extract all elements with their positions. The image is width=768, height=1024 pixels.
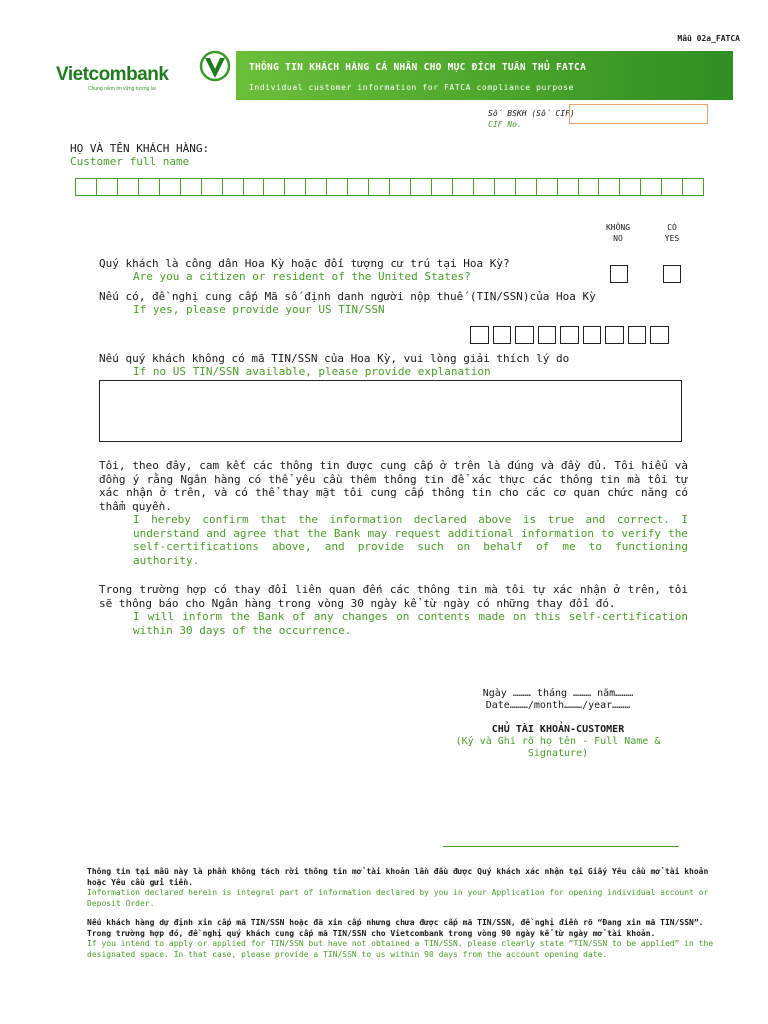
footer-note2-vi: Nếu khách hàng dự định xin cấp mã TIN/SSN hoặc đã xin cấp nhưng chưa được cấp mã TIN/SSN, đề nghị điền rõ “Đang xin mã TIN/SSN”. Trong trường hợp đó, đề nghị quý khách cung cấp mã TIN/SSN cho Vietcombank trong vòng 90 ngày kể từ ngày mở tài khoản. (87, 918, 704, 938)
name-char-box[interactable] (599, 178, 620, 196)
yes-column-header (658, 222, 686, 244)
yes-header-en: YES (664, 234, 680, 243)
change-notice-vi: Trong trường hợp có thay đổi liên quan đến các thông tin mà tôi tự xác nhận ở trên, tôi sẽ thông báo cho Ngân hàng trong vòng 30 ngày kể từ ngày có những thay đổi đó. (99, 583, 688, 610)
name-char-box[interactable] (97, 178, 118, 196)
form-code: Mẫu 02a_FATCA (677, 34, 740, 43)
date-en: Date………/month………/year……… (485, 700, 631, 711)
tin-digit-box[interactable] (470, 326, 489, 344)
tin-digit-box[interactable] (583, 326, 602, 344)
name-char-box[interactable] (620, 178, 641, 196)
name-char-box[interactable] (223, 178, 244, 196)
tin-digit-box[interactable] (493, 326, 512, 344)
name-char-box[interactable] (306, 178, 327, 196)
confirmation-vi: Tôi, theo đây, cam kết các thông tin được cung cấp ở trên là đúng và đầy đủ. Tôi hiểu và đồng ý rằng Ngân hàng có thể yêu cầu thêm thông tin để xác thực các thông tin mà tôi tự xác nhận ở trên, và có thể thay mặt tôi cung cấp thông tin cho các cơ quan chức năng có thẩm quyền. (99, 459, 688, 513)
customer-name-label-en: Customer full name (70, 155, 190, 168)
signature-note: (Ký và Ghi rõ họ tên - Full Name & Signature) (455, 736, 661, 759)
cif-label-vi: Số BSKH (Số CIF) (488, 109, 575, 118)
name-char-box[interactable] (181, 178, 202, 196)
name-char-box[interactable] (264, 178, 285, 196)
question-no-tin-reason-en: If no US TIN/SSN available, please provide explanation (133, 365, 491, 378)
confirmation-statement (99, 459, 688, 567)
name-char-box[interactable] (75, 178, 97, 196)
account-holder-title: CHỦ TÀI KHOẢN-CUSTOMER (491, 724, 625, 735)
question-tin-ssn (99, 290, 596, 316)
question-us-citizen-vi: Quý khách là công dân Hoa Kỳ hoặc đối tượng cư trú tại Hoa Kỳ? (99, 257, 510, 270)
customer-name-input[interactable] (75, 178, 704, 196)
name-char-box[interactable] (662, 178, 683, 196)
cif-input[interactable] (569, 104, 708, 124)
customer-name-label (70, 142, 209, 168)
us-citizen-yes-checkbox[interactable] (663, 265, 681, 283)
question-no-tin-reason (99, 352, 569, 378)
cif-label-en: CIF No. (488, 120, 522, 129)
name-char-box[interactable] (139, 178, 160, 196)
yes-header-vi: CÓ (667, 223, 677, 232)
change-notice-statement (99, 583, 688, 637)
tin-digit-box[interactable] (560, 326, 579, 344)
question-tin-ssn-en: If yes, please provide your US TIN/SSN (133, 303, 385, 316)
logo-tagline: Chung niềm tin vững tương lai (88, 86, 156, 92)
tin-digit-box[interactable] (605, 326, 624, 344)
name-char-box[interactable] (474, 178, 495, 196)
question-us-citizen-en: Are you a citizen or resident of the United States? (133, 270, 471, 283)
tin-digit-box[interactable] (538, 326, 557, 344)
question-tin-ssn-vi: Nếu có, đề nghị cung cấp Mã số định danh người nộp thuế (TIN/SSN)của Hoa Kỳ (99, 290, 596, 303)
name-char-box[interactable] (348, 178, 369, 196)
footer-notes (87, 867, 725, 960)
name-char-box[interactable] (411, 178, 432, 196)
no-column-header (600, 222, 636, 244)
tin-digit-box[interactable] (515, 326, 534, 344)
name-char-box[interactable] (579, 178, 600, 196)
name-char-box[interactable] (683, 178, 704, 196)
name-char-box[interactable] (244, 178, 265, 196)
question-no-tin-reason-vi: Nếu quý khách không có mã TIN/SSN của Hoa Kỳ, vui lòng giải thích lý do (99, 352, 570, 365)
name-char-box[interactable] (641, 178, 662, 196)
name-char-box[interactable] (369, 178, 390, 196)
signature-line[interactable] (443, 846, 679, 847)
banner-title-en: Individual customer information for FATCA compliance purpose (249, 83, 574, 92)
logo-v-icon (198, 50, 232, 86)
name-char-box[interactable] (558, 178, 579, 196)
signature-block (430, 688, 686, 760)
explanation-textarea[interactable] (99, 380, 682, 442)
footer-note1-en: Information declared herein is integral part of information declared by you in your Application for opening individual account or Deposit Order. (87, 888, 709, 908)
name-char-box[interactable] (495, 178, 516, 196)
no-header-vi: KHÔNG (605, 223, 631, 232)
vietcombank-logo (56, 50, 236, 98)
tin-digit-box[interactable] (650, 326, 669, 344)
tin-ssn-input[interactable] (470, 326, 669, 344)
name-char-box[interactable] (160, 178, 181, 196)
tin-digit-box[interactable] (628, 326, 647, 344)
question-us-citizen (99, 257, 510, 283)
name-char-box[interactable] (118, 178, 139, 196)
name-char-box[interactable] (285, 178, 306, 196)
name-char-box[interactable] (390, 178, 411, 196)
no-header-en: NO (613, 234, 623, 243)
name-char-box[interactable] (516, 178, 537, 196)
name-char-box[interactable] (202, 178, 223, 196)
name-char-box[interactable] (432, 178, 453, 196)
form-title-banner (236, 51, 733, 100)
date-vi: Ngày ……… tháng ……… năm……… (482, 688, 634, 699)
banner-title-vi: THÔNG TIN KHÁCH HÀNG CÁ NHÂN CHO MỤC ĐÍCH TUÂN THỦ FATCA (249, 62, 587, 73)
name-char-box[interactable] (327, 178, 348, 196)
change-notice-en: I will inform the Bank of any changes on contents made on this self-certification within 30 days of the occurrence. (133, 610, 688, 637)
name-char-box[interactable] (537, 178, 558, 196)
footer-note2-en: If you intend to apply or applied for TIN/SSN but have not obtained a TIN/SSN, please clearly state “TIN/SSN to be applied” in the designated space. In that case, please provide a TIN/SSN to us within 90 days from the account opening date. (87, 939, 714, 959)
cif-label (488, 108, 575, 130)
logo-name: Vietcombank (56, 64, 169, 85)
confirmation-en: I hereby confirm that the information declared above is true and correct. I understand and agree that the Bank may request additional information to verify the self-certifications above, and provide such on behalf of me to functioning authority. (133, 513, 688, 567)
name-char-box[interactable] (453, 178, 474, 196)
us-citizen-no-checkbox[interactable] (610, 265, 628, 283)
customer-name-label-vi: HỌ VÀ TÊN KHÁCH HÀNG: (70, 142, 210, 155)
footer-note1-vi: Thông tin tại mẫu này là phần không tách rời thông tin mở tài khoản lần đầu được Quý khách xác nhận tại Giấy Yêu cầu mở tài khoản hoặc Yêu cầu gửi tiền. (87, 867, 709, 887)
